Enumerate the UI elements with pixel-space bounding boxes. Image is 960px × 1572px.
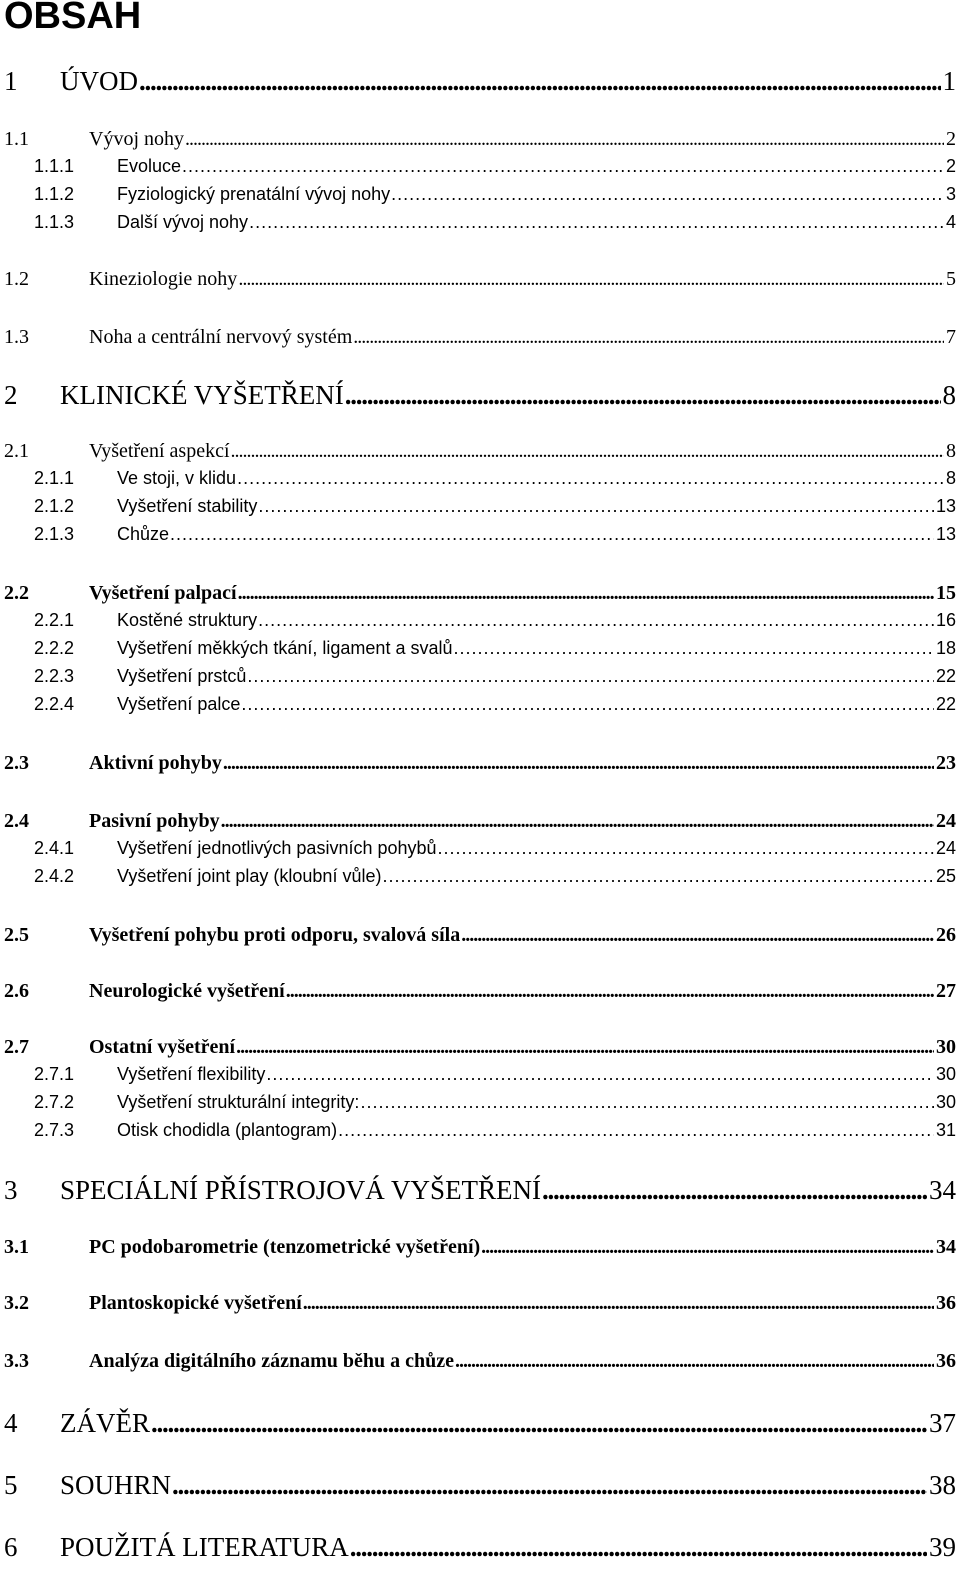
toc-entry-page: 2 [945,156,956,176]
toc-entry-page: 5 [946,268,956,290]
toc-entry-title: Otisk chodidla (plantogram) [117,1120,338,1140]
toc-entry-number: 2.4 [4,810,29,832]
toc-entry-page: 39 [929,1532,956,1562]
toc-dot-leader [382,866,934,887]
toc-entry[interactable] [0,268,956,296]
toc-entry-title: Vyšetření flexibility [117,1064,266,1084]
toc-entry-number: 1 [4,66,18,96]
toc-entry-title: Vyšetření stability [117,496,258,516]
toc-dot-leader [221,810,934,833]
toc-entry-page: 37 [929,1408,956,1438]
toc-entry-number: 2.5 [4,924,29,946]
toc-entry[interactable] [0,128,956,156]
toc-entry-title: Kineziologie nohy [89,268,238,290]
toc-entry-page: 8 [946,440,956,462]
toc-entry-number: 3 [4,1175,18,1205]
toc-entry-number: 2.1 [4,440,29,462]
toc-entry[interactable] [0,1408,956,1448]
toc-dot-leader [247,666,934,687]
toc-dot-leader [182,156,944,177]
toc-dot-leader [303,1292,934,1315]
toc-dot-leader [391,184,944,205]
toc-entry-page: 16 [935,610,956,630]
toc-entry-title: Vyšetření palpací [89,582,237,604]
toc-entry-title: Neurologické vyšetření [89,980,285,1002]
toc-entry[interactable] [0,524,956,552]
toc-entry-title: Vyšetření jednotlivých pasivních pohybů [117,838,437,858]
toc-entry-page: 36 [936,1350,956,1372]
toc-entry-title: POUŽITÁ LITERATURA [60,1532,349,1562]
toc-entry-page: 36 [936,1292,956,1314]
toc-entry[interactable] [0,156,956,184]
toc-dot-leader [238,268,944,291]
toc-entry[interactable] [0,440,956,468]
toc-dot-leader [438,838,934,859]
toc-entry-page: 26 [936,924,956,946]
toc-dot-leader [139,66,941,97]
toc-entry-number: 1.1.1 [34,156,75,176]
toc-entry-page: 23 [936,752,956,774]
toc-dot-leader [172,1470,927,1501]
toc-dot-leader [266,1064,934,1085]
toc-entry-page: 27 [936,980,956,1002]
toc-entry-page: 18 [935,638,956,658]
toc-entry[interactable] [0,380,956,420]
toc-dot-leader [231,440,944,463]
toc-entry-number: 2.2.3 [34,666,75,686]
toc-entry[interactable] [0,752,956,780]
toc-dot-leader [241,694,934,715]
toc-entry[interactable] [0,582,956,610]
toc-dot-leader [170,524,934,545]
toc-entry[interactable] [0,838,956,866]
toc-entry[interactable] [0,496,956,524]
toc-entry-number: 1.3 [4,326,29,348]
toc-entry-number: 1.1 [4,128,29,150]
page-title: OBSAH [4,0,142,37]
toc-dot-leader [258,496,934,517]
toc-entry-number: 1.2 [4,268,29,290]
toc-entry-page: 15 [936,582,956,604]
toc-entry-number: 3.1 [4,1236,29,1258]
toc-entry-page: 24 [935,838,956,858]
toc-entry-title: ÚVOD [60,66,138,96]
toc-dot-leader [236,1036,934,1059]
toc-entry-title: Další vývoj nohy [117,212,249,232]
toc-entry-title: Vývoj nohy [89,128,184,150]
toc-dot-leader [360,1092,934,1113]
toc-entry-page: 31 [935,1120,956,1140]
toc-entry-page: 8 [945,468,956,488]
toc-dot-leader [461,924,934,947]
toc-entry[interactable] [0,610,956,638]
toc-entry[interactable] [0,66,956,106]
toc-entry-title: Vyšetření strukturální integrity: [117,1092,360,1112]
toc-dot-leader [453,638,933,659]
toc-entry-page: 8 [942,380,956,410]
toc-entry-title: Ve stoji, v klidu [117,468,237,488]
toc-entry-number: 2.2.1 [34,610,75,630]
toc-entry-title: Fyziologický prenatální vývoj nohy [117,184,391,204]
toc-entry-number: 2.7 [4,1036,29,1058]
toc-entry[interactable] [0,980,956,1008]
toc-entry-title: Vyšetření aspekcí [89,440,230,462]
toc-entry-title: Chůze [117,524,170,544]
toc-entry-title: Pasivní pohyby [89,810,220,832]
toc-entry-number: 6 [4,1532,18,1562]
toc-entry-title: Ostatní vyšetření [89,1036,236,1058]
toc-dot-leader [286,980,934,1003]
toc-entry-title: Plantoskopické vyšetření [89,1292,302,1314]
toc-entry[interactable] [0,638,956,666]
toc-entry[interactable] [0,1236,956,1264]
toc-entry[interactable] [0,866,956,894]
toc-entry-page: 24 [936,810,956,832]
toc-entry[interactable] [0,810,956,838]
toc-entry-title: Noha a centrální nervový systém [89,326,353,348]
toc-entry-page: 38 [929,1470,956,1500]
toc-entry-number: 2.2.4 [34,694,75,714]
toc-entry-page: 30 [936,1036,956,1058]
toc-entry-number: 2.1.2 [34,496,75,516]
toc-entry-number: 3.3 [4,1350,29,1372]
toc-entry-number: 2.1.3 [34,524,75,544]
toc-entry-title: Vyšetření měkkých tkání, ligament a svalů [117,638,453,658]
toc-entry-page: 13 [935,524,956,544]
toc-dot-leader [238,582,934,605]
toc-entry-page: 7 [946,326,956,348]
toc-entry[interactable] [0,1470,956,1510]
toc-dot-leader [185,128,944,151]
toc-entry-number: 2.7.2 [34,1092,75,1112]
toc-entry[interactable] [0,1350,956,1378]
toc-dot-leader [455,1350,934,1373]
toc-entry-number: 5 [4,1470,18,1500]
toc-entry-number: 1.1.2 [34,184,75,204]
toc-entry-title: Vyšetření prstců [117,666,247,686]
toc-entry-title: Evoluce [117,156,182,176]
toc-entry-page: 30 [935,1064,956,1084]
toc-entry-title: Vyšetření pohybu proti odporu, svalová síla [89,924,461,946]
toc-entry[interactable] [0,666,956,694]
toc-dot-leader [481,1236,934,1259]
toc-entry[interactable] [0,1036,956,1064]
toc-entry-title: PC podobarometrie (tenzometrické vyšetření) [89,1236,481,1258]
toc-entry-page: 13 [935,496,956,516]
toc-dot-leader [542,1175,927,1206]
toc-entry[interactable] [0,468,956,496]
toc-entry-title: Kostěné struktury [117,610,258,630]
toc-entry[interactable] [0,1092,956,1120]
toc-entry-page: 4 [945,212,956,232]
toc-entry[interactable] [0,924,956,952]
toc-entry-number: 2.2 [4,582,29,604]
toc-entry[interactable] [0,694,956,722]
toc-entry-title: Analýza digitálního záznamu běhu a chůze [89,1350,455,1372]
toc-entry-page: 1 [942,66,956,96]
toc-entry[interactable] [0,1292,956,1320]
toc-dot-leader [237,468,944,489]
toc-entry-title: SOUHRN [60,1470,172,1500]
toc-dot-leader [151,1408,927,1439]
toc-dot-leader [350,1532,927,1563]
toc-entry[interactable] [0,184,956,212]
toc-dot-leader [345,380,941,411]
toc-entry-number: 2.4.2 [34,866,75,886]
toc-entry-number: 2.2.2 [34,638,75,658]
toc-entry-number: 1.1.3 [34,212,75,232]
toc-entry-title: Vyšetření joint play (kloubní vůle) [117,866,382,886]
toc-entry-number: 2.7.3 [34,1120,75,1140]
toc-entry-title: KLINICKÉ VYŠETŘENÍ [60,380,344,410]
toc-entry-page: 34 [936,1236,956,1258]
toc-entry-number: 4 [4,1408,18,1438]
toc-entry-title: Vyšetření palce [117,694,241,714]
toc-entry[interactable] [0,1175,956,1215]
toc-entry-page: 3 [945,184,956,204]
toc-entry[interactable] [0,1532,956,1572]
toc-entry-number: 2.6 [4,980,29,1002]
toc-entry[interactable] [0,326,956,354]
toc-entry-page: 22 [935,666,956,686]
toc-dot-leader [258,610,934,631]
toc-entry[interactable] [0,1064,956,1092]
toc-entry-number: 2.1.1 [34,468,75,488]
toc-entry[interactable] [0,212,956,240]
toc-dot-leader [249,212,944,233]
toc-entry-title: Aktivní pohyby [89,752,222,774]
toc-entry-number: 2.7.1 [34,1064,75,1084]
toc-entry-page: 30 [935,1092,956,1112]
toc-entry-number: 3.2 [4,1292,29,1314]
toc-entry-number: 2.3 [4,752,29,774]
toc-entry[interactable] [0,1120,956,1148]
toc-entry-page: 25 [935,866,956,886]
toc-entry-page: 22 [935,694,956,714]
toc-entry-number: 2.4.1 [34,838,75,858]
toc-dot-leader [223,752,934,775]
toc-entry-title: ZÁVĚR [60,1408,150,1438]
toc-dot-leader [353,326,944,349]
toc-entry-page: 34 [929,1175,956,1205]
toc-entry-page: 2 [946,128,956,150]
toc-dot-leader [338,1120,934,1141]
toc-entry-number: 2 [4,380,18,410]
toc-entry-title: SPECIÁLNÍ PŘÍSTROJOVÁ VYŠETŘENÍ [60,1175,542,1205]
